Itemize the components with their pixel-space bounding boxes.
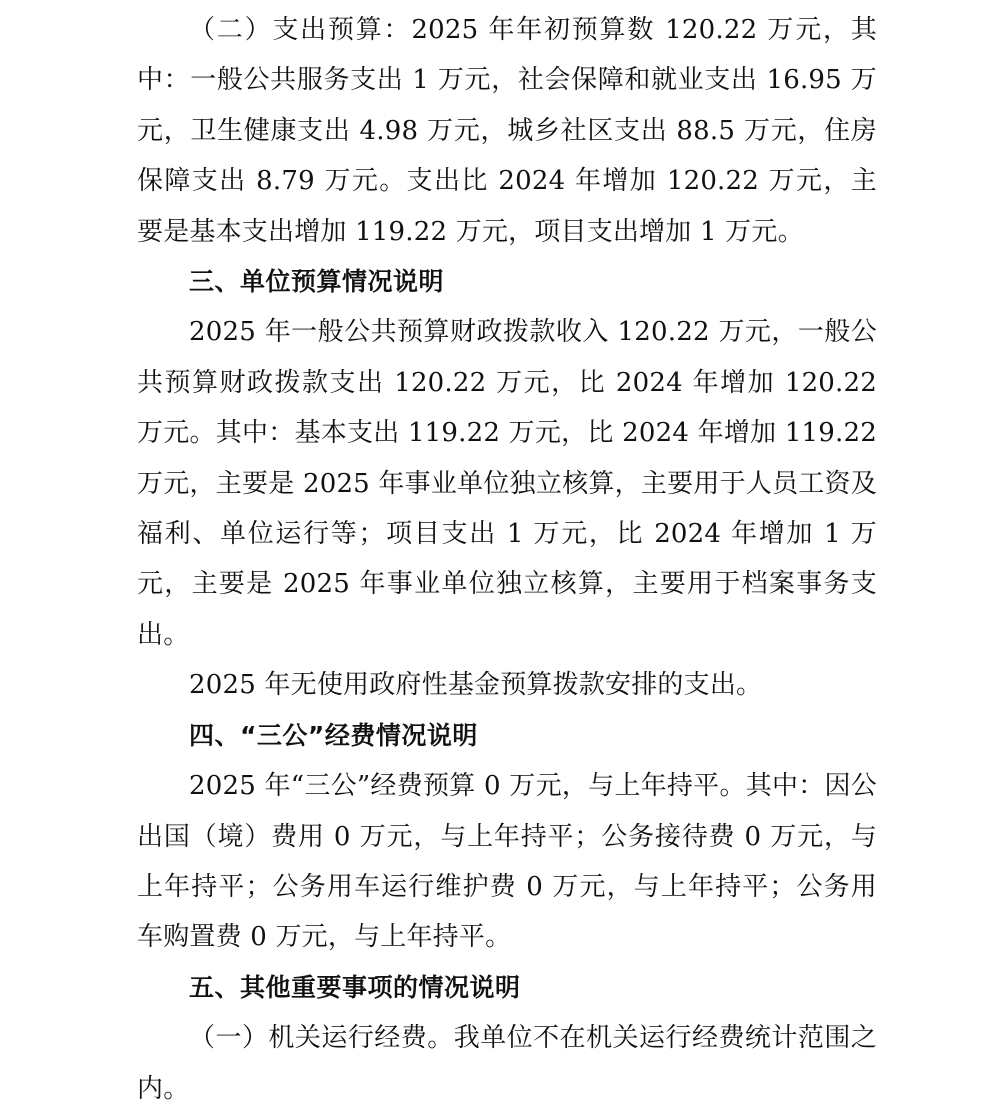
expenditure-budget-paragraph: （二）支出预算：2025 年年初预算数 120.22 万元，其中：一般公共服务支出 1 万元，社会保障和就业支出 16.95 万元，卫生健康支出 4.98 万元，城乡社区支出 88.5 万元，住房保障支出 8.79 万元。支出比 2024 年增加 120.22 万元，主要是基本支出增加 119.22 万元，项目支出增加 1 万元。 bbox=[137, 15, 877, 247]
three-public-expenses-paragraph: 2025 年“三公”经费预算 0 万元，与上年持平。其中：因公出国（境）费用 0 万元，与上年持平；公务接待费 0 万元，与上年持平；公务用车运行维护费 0 万元，与上年持平；公务用车购置费 0 万元，与上年持平。 bbox=[137, 771, 877, 953]
section-heading-unit-budget: 三、单位预算情况说明 bbox=[189, 267, 445, 297]
unit-budget-paragraph: 2025 年一般公共预算财政拨款收入 120.22 万元，一般公共预算财政拨款支出 120.22 万元，比 2024 年增加 120.22 万元。其中：基本支出 119.22 万元，比 2024 年增加 119.22 万元，主要是 2025 年事业单位独立核算，主要用于人员工资及福利、单位运行等；项目支出 1 万元，比 2024 年增加 1 万元，主要是 2025 年事业单位独立核算，主要用于档案事务支出。 bbox=[137, 317, 877, 650]
operating-expenses-paragraph: （一）机关运行经费。我单位不在机关运行经费统计范围之内。 bbox=[137, 1023, 877, 1104]
section-heading-other-matters: 五、其他重要事项的情况说明 bbox=[189, 972, 521, 1002]
government-fund-paragraph: 2025 年无使用政府性基金预算拨款安排的支出。 bbox=[189, 670, 763, 701]
section-heading-three-public-expenses: 四、“三公”经费情况说明 bbox=[189, 720, 478, 750]
document-page bbox=[137, 5, 877, 1114]
